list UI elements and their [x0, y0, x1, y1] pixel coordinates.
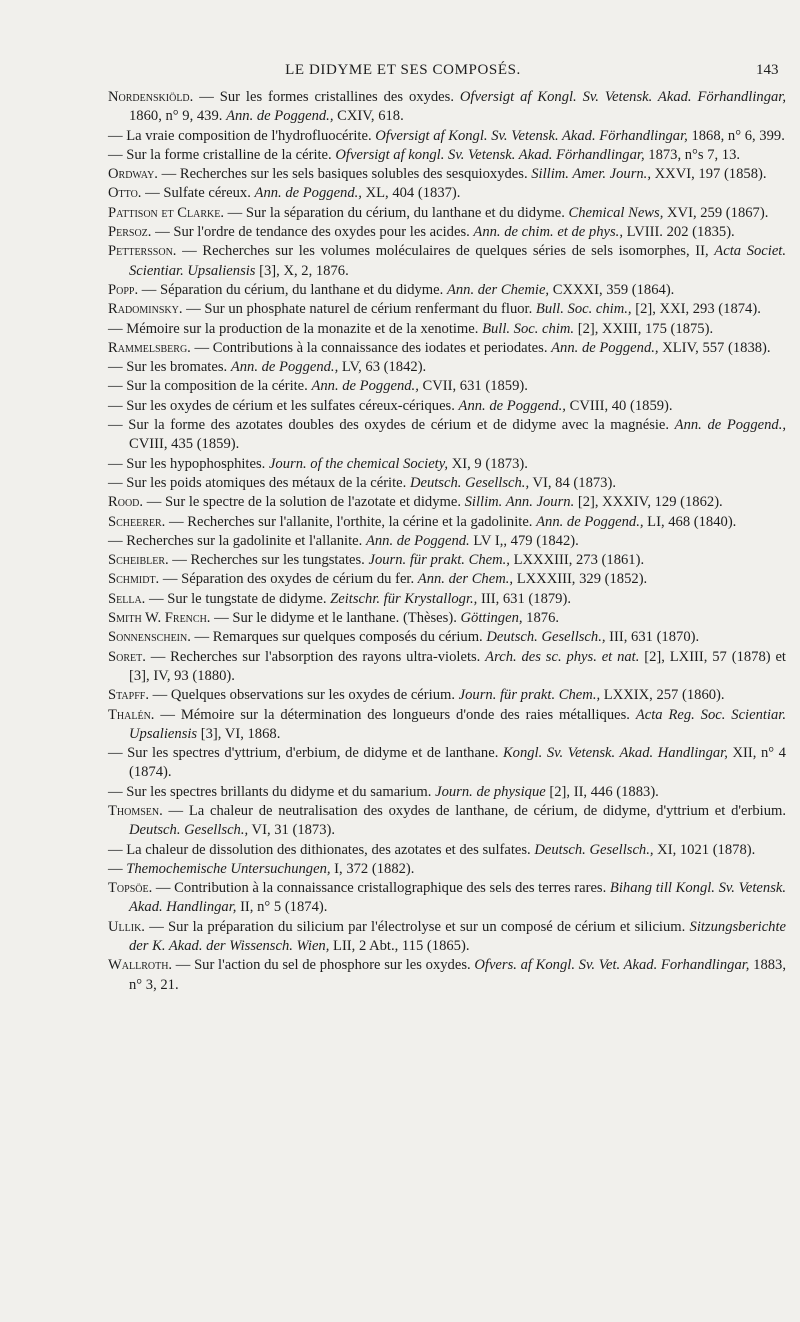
entry-source: Ann. de chim. et de phys.,: [473, 224, 623, 241]
entry-source: Deutsch. Gesellsch.,: [129, 822, 249, 839]
bibliography-entry: [108, 242, 786, 281]
bibliography-entry: [108, 358, 786, 377]
entry-source: Ann. de Poggend.,: [674, 417, 786, 434]
entry-source: Sillim. Amer. Journ.,: [531, 166, 651, 183]
entry-text: LV, 63 (1842).: [338, 359, 427, 376]
bibliography-entry: [108, 648, 786, 687]
bibliography-entry: [108, 320, 786, 339]
entry-text: Sulfate céreux.: [159, 185, 255, 202]
entry-text: Recherches sur les volumes moléculaires de quelques séries de sels isomorphes, II,: [196, 243, 715, 260]
entry-author: Sonnenschein. —: [108, 629, 210, 646]
entry-text: — Sur les bromates.: [108, 359, 231, 376]
bibliography-entry: [108, 570, 786, 589]
bibliography-entry: [108, 879, 786, 918]
entry-text: XII, n° 4 (1874).: [129, 745, 786, 781]
entry-author: Nordenskiöld. —: [108, 89, 214, 105]
entry-source: Journ. für prakt. Chem.,: [458, 687, 601, 704]
bibliography-entry: [108, 802, 786, 841]
entry-text: — Sur la composition de la cérite.: [108, 378, 312, 395]
entry-text: — Sur la forme des azotates doubles des oxydes de cérium et de didyme avec la magnésie.: [108, 417, 675, 434]
entry-source: Deutsch. Gesellsch.,: [534, 841, 654, 858]
entry-text: La chaleur de neutralisation des oxydes de lanthane, de cérium, de didyme, d'yttrium et d'erbium.: [183, 802, 786, 819]
entry-source: Kongl. Sv. Vetensk. Akad. Handlingar,: [502, 745, 728, 762]
entry-author: Soret. —: [108, 648, 166, 665]
entry-text: III, 631 (1879).: [477, 590, 571, 607]
entry-text: Recherches sur les sels basiques solubles des sesquioxydes.: [176, 166, 532, 183]
entry-author: Sella. —: [108, 590, 164, 607]
bibliography-entry: [108, 397, 786, 416]
entry-author: Rammelsberg. —: [108, 339, 210, 356]
entry-text: — Recherches sur la gadolinite et l'allanite.: [108, 532, 366, 549]
bibliography-entry: [108, 628, 786, 647]
entry-source: Bihang till Kongl. Sv. Vetensk. Akad. Handlingar,: [129, 880, 787, 916]
entry-text: Séparation du cérium, du lanthane et du didyme.: [156, 281, 447, 298]
entry-text: VI, 84 (1873).: [529, 474, 616, 491]
entry-text: — Sur les spectres brillants du didyme et du samarium.: [108, 783, 436, 800]
entry-author: Schmidt. —: [108, 571, 178, 588]
bibliography-entry: [108, 223, 786, 242]
entry-text: Contributions à la connaissance des iodates et periodates.: [209, 339, 552, 356]
entry-text: Sur le tungstate de didyme.: [163, 590, 331, 607]
entry-text: — Sur les poids atomiques des métaux de la cérite.: [108, 474, 410, 491]
bibliography-entry: [108, 551, 786, 570]
bibliography-entry: [108, 204, 786, 223]
bibliography-entry: [108, 956, 786, 995]
bibliography-entry: [108, 513, 786, 532]
entry-source: Ann. der Chemie,: [446, 281, 550, 298]
entry-text: —: [108, 860, 127, 877]
entry-text: 1873, n°s 7, 13.: [644, 146, 741, 163]
bibliography-entry: [108, 339, 786, 358]
entry-source: Ann. de Poggend.,: [230, 359, 339, 376]
entry-text: — La chaleur de dissolution des dithionates, des azotates et des sulfates.: [108, 841, 535, 858]
entry-text: XI, 1021 (1878).: [653, 841, 756, 858]
entry-source: Göttingen,: [460, 610, 523, 627]
entry-author: Rood. —: [108, 494, 162, 511]
entry-text: [2], XXXIV, 129 (1862).: [574, 494, 723, 511]
entry-author: Ordway. —: [108, 166, 177, 183]
entry-text: Recherches sur les tungstates.: [186, 552, 369, 569]
entry-source: Zeitschr. für Krystallogr.,: [330, 590, 478, 607]
entry-source: Ann. de Poggend.,: [551, 339, 659, 356]
entry-text: LVIII. 202 (1835).: [622, 224, 735, 241]
bibliography-entry: [108, 416, 786, 455]
bibliography-entry: [108, 474, 786, 493]
entry-author: Radominsky. —: [108, 301, 201, 318]
entry-text: [2], II, 446 (1883).: [545, 783, 659, 800]
bibliography-entry: [108, 165, 786, 184]
entry-source: Journ. of the chemical Society,: [268, 455, 449, 472]
bibliography-entry: [108, 377, 786, 396]
bibliography-entry: [108, 532, 786, 551]
entry-text: Quelques observations sur les oxydes de cérium.: [167, 687, 459, 704]
entry-source: Sitzungsberichte der K. Akad. der Wissensch. Wien,: [129, 918, 787, 955]
entry-text: Sur la séparation du cérium, du lanthane et du didyme.: [242, 204, 569, 221]
entry-source: Ann. de Poggend.,: [311, 378, 419, 395]
entry-text: XI, 9 (1873).: [448, 455, 528, 472]
bibliography-entry: [108, 455, 786, 474]
entry-source: Ann. de Poggend.: [365, 532, 470, 549]
entry-author: Pattison et Clarke. —: [108, 204, 243, 221]
entry-author: Wallroth. —: [108, 957, 191, 974]
entry-source: Chemical News,: [568, 204, 664, 221]
entry-text: — La vraie composition de l'hydrofluocérite.: [108, 127, 376, 144]
entry-author: Ullik. —: [108, 918, 164, 935]
entry-text: — Sur la forme cristalline de la cérite.: [108, 146, 336, 163]
entry-source: Ann. de Poggend.,: [226, 108, 334, 125]
entry-author: Thomsen. —: [108, 802, 184, 819]
entry-text: CVIII, 40 (1859).: [565, 397, 673, 414]
entry-text: [2], XXIII, 175 (1875).: [574, 320, 714, 337]
entry-text: — Sur les oxydes de cérium et les sulfates céreux-cériques.: [108, 397, 459, 414]
entry-author: Scheibler. —: [108, 552, 187, 569]
entry-source: Ann. de Poggend.,: [254, 185, 362, 202]
entry-text: — Sur les hypophosphites.: [108, 455, 269, 472]
entry-source: Ann. der Chem.,: [417, 571, 514, 588]
entry-text: I, 372 (1882).: [330, 860, 415, 877]
entry-text: III, 631 (1870).: [605, 629, 700, 646]
entry-text: Remarques sur quelques composés du cérium.: [209, 629, 487, 646]
entry-text: CVII, 631 (1859).: [418, 378, 528, 395]
bibliography-entry: [108, 88, 786, 127]
bibliography-entry: [108, 184, 786, 203]
entry-source: Ann. de Poggend.,: [536, 513, 644, 530]
entry-text: — Sur les spectres d'yttrium, d'erbium, de didyme et de lanthane.: [108, 745, 503, 762]
entry-text: Mémoire sur la détermination des longueurs d'onde des raies métalliques.: [174, 706, 636, 723]
entry-source: Arch. des sc. phys. et nat.: [485, 648, 640, 665]
entry-text: Sur les formes cristallines des oxydes.: [213, 89, 460, 105]
entry-text: Recherches sur l'absorption des rayons ultra-violets.: [165, 648, 486, 665]
entry-author: Otto. —: [108, 185, 160, 202]
entry-source: Acta Reg. Soc. Scientiar. Upsaliensis: [129, 706, 787, 742]
entry-author: Pettersson. —: [108, 243, 197, 260]
entry-text: Sur un phosphate naturel de cérium renfermant du fluor.: [200, 301, 536, 318]
entry-source: Ofversigt af Kongl. Sv. Vetensk. Akad. Förhandlingar,: [375, 127, 688, 144]
entry-source: Journ. de physique: [435, 783, 546, 800]
entry-text: VI, 31 (1873).: [248, 822, 336, 839]
entry-text: Sur l'action du sel de phosphore sur les oxydes.: [190, 957, 475, 974]
entry-text: XVI, 259 (1867).: [663, 204, 769, 221]
bibliography-entry: [108, 146, 786, 165]
entry-author: Stapff. —: [108, 687, 168, 704]
entry-author: Popp. —: [108, 281, 157, 298]
entry-source: Ofversigt af kongl. Sv. Vetensk. Akad. Förhandlingar,: [335, 146, 645, 163]
entry-text: LXXXIII, 329 (1852).: [513, 571, 648, 588]
entry-author: Topsöe. —: [108, 880, 171, 897]
bibliography-entry: [108, 590, 786, 609]
entry-text: LV I,, 479 (1842).: [469, 532, 579, 549]
entry-text: Recherches sur l'allanite, l'orthite, la cérine et la gadolinite.: [183, 513, 537, 530]
entry-text: Sur l'ordre de tendance des oxydes pour les acides.: [169, 224, 474, 241]
entry-text: Sur le didyme et le lanthane. (Thèses).: [228, 610, 461, 627]
bibliography-entry: [108, 127, 786, 146]
entry-text: LII, 2 Abt., 115 (1865).: [329, 938, 470, 955]
bibliography-entry: [108, 918, 786, 957]
entry-author: Scheerer. —: [108, 513, 184, 530]
entry-text: — Mémoire sur la production de la monazite et de la xenotime.: [108, 320, 483, 337]
entry-source: Bull. Soc. chim.,: [535, 301, 632, 318]
running-head: LE DIDYME ET SES COMPOSÉS.: [285, 62, 521, 78]
bibliography-entry: [108, 686, 786, 705]
entry-source: Themochemische Untersuchungen,: [126, 860, 331, 877]
entry-text: XXVI, 197 (1858).: [650, 166, 767, 183]
entry-source: Ofvers. af Kongl. Sv. Vet. Akad. Forhandlingar,: [474, 957, 750, 974]
entry-text: 1876.: [522, 610, 560, 627]
bibliography-entry: [108, 493, 786, 512]
entry-source: Sillim. Ann. Journ.: [464, 494, 575, 511]
entry-text: CVIII, 435 (1859).: [129, 436, 240, 453]
entry-text: [3], VI, 1868.: [197, 725, 281, 742]
entry-text: [2], LXIII, 57 (1878) et [3], IV, 93 (1880).: [129, 648, 786, 684]
bibliography-entry: [108, 860, 786, 879]
entry-text: [3], X, 2, 1876.: [255, 262, 349, 279]
page-number: 143: [756, 62, 779, 78]
entry-source: Deutsch. Gesellsch.,: [409, 474, 530, 491]
entry-author: Smith W. French. —: [108, 610, 229, 627]
entry-text: LXXXIII, 273 (1861).: [509, 552, 645, 569]
entry-text: LI, 468 (1840).: [643, 513, 737, 530]
bibliography-entry: [108, 300, 786, 319]
entry-text: [2], XXI, 293 (1874).: [631, 301, 761, 318]
entry-text: LXXIX, 257 (1860).: [600, 687, 725, 704]
bibliography-entry: [108, 841, 786, 860]
entry-source: Deutsch. Gesellsch.,: [486, 629, 606, 646]
entry-author: Persoz. —: [108, 224, 170, 241]
entry-text: II, n° 5 (1874).: [236, 899, 328, 916]
entry-text: CXXXI, 359 (1864).: [549, 281, 675, 298]
entry-text: CXIV, 618.: [333, 108, 404, 125]
bibliography-entry: [108, 706, 786, 745]
entry-text: Contribution à la connaissance cristallographique des sels des terres rares.: [170, 880, 610, 897]
entry-text: 1883, n° 3, 21.: [129, 957, 786, 993]
entry-text: Sur la préparation du silicium par l'électrolyse et sur un composé de cérium et silicium.: [163, 918, 690, 935]
bibliography-entry: [108, 783, 786, 802]
entry-source: Ofversigt af Kongl. Sv. Vetensk. Akad. Förhandlingar,: [459, 89, 787, 105]
bibliography-entry: [108, 609, 786, 628]
entry-text: Sur le spectre de la solution de l'azotate et didyme.: [161, 494, 465, 511]
bibliography-entry: [108, 744, 786, 783]
entry-author: Thalén. —: [108, 706, 175, 723]
entry-text: XL, 404 (1837).: [361, 185, 461, 202]
bibliography-list: [108, 88, 786, 995]
entry-text: 1860, n° 9, 439.: [129, 108, 227, 125]
bibliography-entry: [108, 281, 786, 300]
entry-source: Ann. de Poggend.,: [458, 397, 566, 414]
entry-source: Journ. für prakt. Chem.,: [368, 552, 510, 569]
entry-text: 1868, n° 6, 399.: [687, 127, 785, 144]
entry-text: XLIV, 557 (1838).: [658, 339, 771, 356]
entry-source: Bull. Soc. chim.: [482, 320, 575, 337]
entry-text: Séparation des oxydes de cérium du fer.: [177, 571, 418, 588]
entry-source: Acta Societ. Scientiar. Upsaliensis: [129, 243, 786, 279]
